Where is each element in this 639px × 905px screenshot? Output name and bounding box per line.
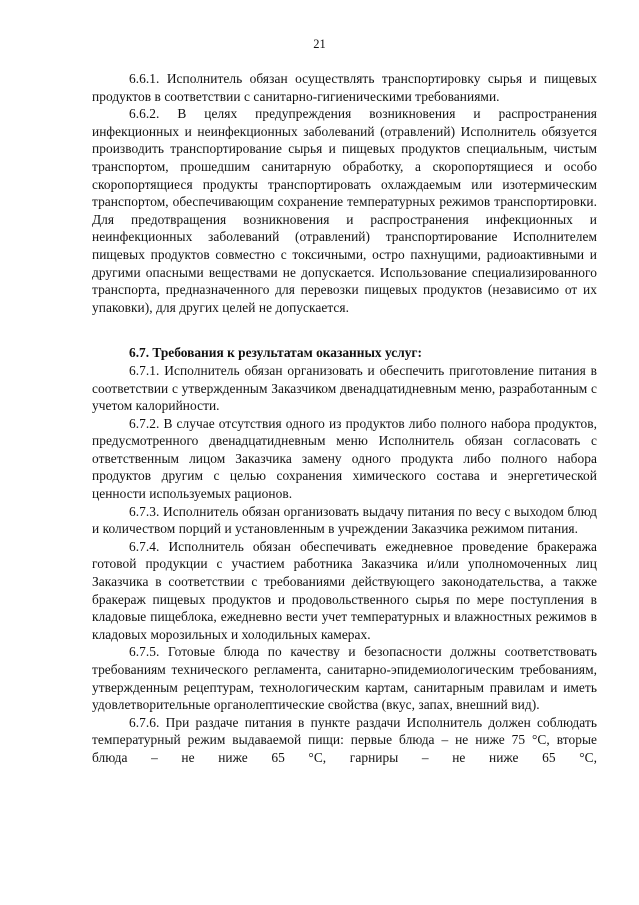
paragraph-6-7-3: 6.7.3. Исполнитель обязан организовать выдачу питания по весу с выходом блюд и количеством порций и установленным в учреждении Заказчика режимом питания.	[92, 503, 597, 537]
document-body	[92, 70, 597, 767]
paragraph-6-7-5: 6.7.5. Готовые блюда по качеству и безопасности должны соответствовать требованиям технического регламента, санитарно-эпидемиологическим требованиям, утвержденным рецептурам, технологическим картам, санитарным правилам и иметь удовлетворительные органолептические свойства (вкус, запах, внешний вид).	[92, 644, 597, 713]
page-number: 21	[313, 37, 326, 51]
paragraph-6-7-1: 6.7.1. Исполнитель обязан организовать и обеспечить приготовление питания в соответствии с утвержденным Заказчиком двенадцатидневным меню, разработанным с учетом калорийности.	[92, 362, 597, 414]
paragraph-6-7-6: 6.7.6. При раздаче питания в пункте раздачи Исполнитель должен соблюдать температурный режим выдаваемой пищи: первые блюда – не ниже 75 °С, вторые блюда – не ниже 65 °С, гарниры – не ниже 65 °С,	[92, 714, 597, 765]
section-heading-6-7: 6.7. Требования к результатам оказанных услуг:	[129, 345, 422, 361]
paragraph-6-7-2: 6.7.2. В случае отсутствия одного из продуктов либо полного набора продуктов, предусмотренного двенадцатидневным меню Исполнитель обязан согласовать с ответственным лицом Заказчика замену одного продукта либо полного набора продуктов другим с целью сохранения химического состава и энергетической ценности используемых рационов.	[92, 415, 597, 502]
paragraph-6-7-4: 6.7.4. Исполнитель обязан обеспечивать ежедневное проведение бракеража готовой продукции с участием работника Заказчика и/или уполномоченных лиц Заказчика в соответствии с требованиями действующего законодательства, а также бракераж пищевых продуктов и продовольственного сырья по мере поступления в кладовые пищеблока, ежедневно вести учет температурных и влажностных режимов в кладовых морозильных и холодильных камерах.	[92, 538, 597, 642]
paragraph-6-6-1: 6.6.1. Исполнитель обязан осуществлять транспортировку сырья и пищевых продуктов в соответствии с санитарно-гигиеническими требованиями.	[92, 71, 597, 104]
paragraph-6-6-2: 6.6.2. В целях предупреждения возникновения и распространения инфекционных и неинфекционных заболеваний (отравлений) Исполнитель обязуется производить транспортирование сырья и пищевых продуктов специальным, чистым транспортом, прошедшим санитарную обработку, а скоропортящиеся и особо скоропортящиеся продукты транспортировать охлаждаемым или изотермическим транспортом, обеспечивающим сохранение температурных режимов транспортировки. Для предотвращения возникновения и распространения инфекционных и неинфекционных заболеваний (отравлений) транспортирование Исполнителем пищевых продуктов совместно с токсичными, остро пахнущими, радиоактивными и другими опасными веществами не допускается. Использование специализированного транспорта, предназначенного для перевозки пищевых продуктов (независимо от их упаковки), для других целей не допускается.	[92, 106, 597, 315]
